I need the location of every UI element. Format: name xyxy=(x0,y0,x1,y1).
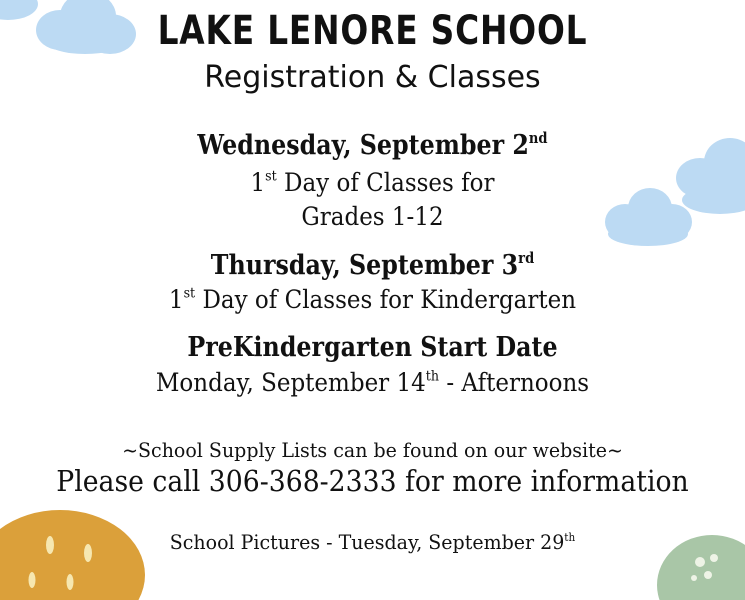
thursday-line xyxy=(30,285,715,314)
school-pictures-suffix: th xyxy=(564,530,576,544)
blob-bottom-left xyxy=(0,510,145,600)
school-pictures-note xyxy=(19,530,727,554)
wednesday-line-1-number: 1 xyxy=(250,168,266,197)
thursday-line-text: Day of Classes for Kindergarten xyxy=(202,285,577,314)
thursday-line-suffix: st xyxy=(183,285,196,302)
wednesday-date-suffix: nd xyxy=(528,128,548,147)
prek-heading: PreKindergarten Start Date xyxy=(187,332,558,363)
prek-line xyxy=(30,368,715,397)
supply-list-note: ~School Supply Lists can be found on our website~ xyxy=(122,438,623,462)
contact-note: Please call 306-368-2333 for more information xyxy=(56,464,689,498)
wednesday-line-1-text: Day of Classes for xyxy=(284,168,495,197)
prek-line-date: Monday, September 14 xyxy=(155,368,426,397)
school-pictures-date: School Pictures - Tuesday, September 29 xyxy=(169,530,565,554)
thursday-date-suffix: rd xyxy=(518,248,535,267)
wednesday-date: Wednesday, September 2 xyxy=(197,130,529,161)
thursday-line-number: 1 xyxy=(168,285,184,314)
thursday-heading xyxy=(45,250,701,281)
page-subtitle: Registration & Classes xyxy=(204,60,541,95)
wednesday-line-1 xyxy=(30,168,715,197)
thursday-date: Thursday, September 3 xyxy=(210,250,519,281)
prek-line-suffix: th xyxy=(425,368,439,385)
wednesday-heading xyxy=(45,130,701,161)
wednesday-line-2: Grades 1-12 xyxy=(301,202,444,231)
prek-line-time: - Afternoons xyxy=(446,368,590,397)
school-title: LAKE LENORE SCHOOL xyxy=(157,8,588,54)
wednesday-line-1-suffix: st xyxy=(265,168,277,185)
